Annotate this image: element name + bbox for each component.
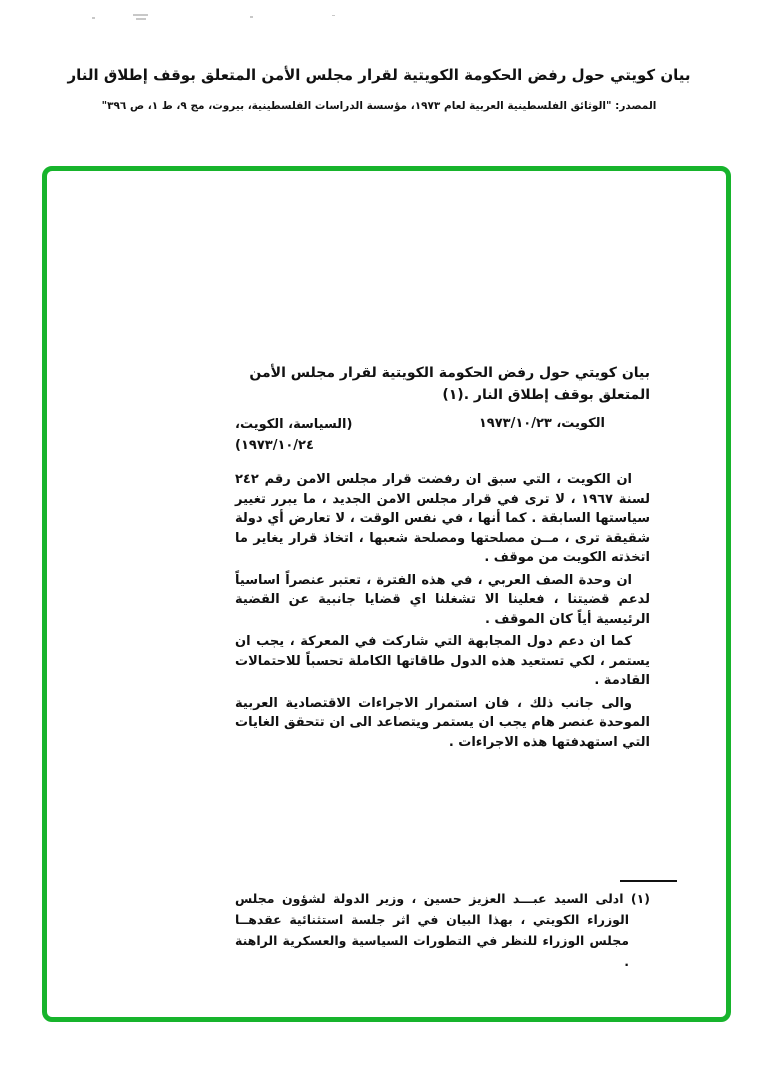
body-paragraph: والى جانب ذلك ، فان استمرار الاجراءات الاقتصادية العربية الموحدة عنصر هام يجب ان يستمر ويتصاعد الى ان تتحقق الغايات التي استهدفتها هذه الاجراءات . xyxy=(235,695,650,750)
footnote-separator-rule xyxy=(620,880,677,882)
footnote-text: ادلى السيد عبـــد العزيز حسين ، وزير الدولة لشؤون مجلس الوزراء الكويتي ، بهذا البيان في اثر جلسة استثنائية عقدهــا مجلس الوزراء للنظر في التطورات السياسية والعسكرية الراهنة . xyxy=(235,891,629,969)
document-title-line-1: بيان كويتي حول رفض الحكومة الكويتية لقرار مجلس الأمن xyxy=(249,365,650,381)
scan-artifact xyxy=(332,15,335,16)
footnote xyxy=(235,888,650,972)
footnote-block xyxy=(235,880,650,972)
dateline-place-date: الكويت، ١٩٧٣/١٠/٢٣ xyxy=(478,416,605,431)
body-paragraph: كما ان دعم دول المجابهة التي شاركت في المعركة ، يجب ان يستمر ، لكي تستعيد هذه الدول طاقاتها الكاملة تحسباً للاحتمالات القادمة . xyxy=(235,634,650,688)
body-paragraph: ان الكويت ، التي سبق ان رفضت قرار مجلس الامن رقم ٢٤٢ لسنة ١٩٦٧ ، لا ترى في قرار مجلس الامن الجديد ، ما يبرر تغيير سياستها السابقة . كما أنها ، في نفس الوقت ، لا تعارض أي دولة شقيقة ترى ، مــن مصلحتها ومصلحة شعبها ، اتخاذ قرار يغاير ما اتخذته الكويت من موقف . xyxy=(235,472,651,565)
document-title-line-2: المتعلق بوقف إطلاق النار .(١) xyxy=(442,387,650,403)
scan-artifact xyxy=(92,17,95,19)
document-body xyxy=(235,470,650,752)
footnote-marker: (١) xyxy=(630,891,650,906)
document-title xyxy=(235,362,650,406)
document-frame xyxy=(42,166,731,1022)
dateline-citation-line-2: ١٩٧٣/١٠/٢٤) xyxy=(235,438,314,453)
dateline-citation xyxy=(235,414,352,456)
dateline-citation-line-1: (السياسة، الكويت، xyxy=(235,417,353,432)
dateline xyxy=(235,414,650,456)
body-paragraph: ان وحدة الصف العربي ، في هذه الفترة ، تعتبر عنصراً اساسياً لدعم قضيتنا ، فعلينا الا تشغلنا اي قضايا جانبية عن القضية الرئيسية أياً كان الموقف . xyxy=(235,572,650,627)
page-header-source-line: المصدر: "الوثائق الفلسطينية العربية لعام ١٩٧٣، مؤسسة الدراسات الفلسطينية، بيروت، مج ٩، ط ١، ص ٣٩٦" xyxy=(101,100,657,112)
scan-artifact xyxy=(133,14,148,16)
scan-artifact xyxy=(136,18,146,20)
document-text-column xyxy=(235,362,651,969)
scan-artifact xyxy=(250,16,253,18)
page-header-title: بيان كويتي حول رفض الحكومة الكويتية لقرار مجلس الأمن المتعلق بوقف إطلاق النار xyxy=(67,66,691,84)
